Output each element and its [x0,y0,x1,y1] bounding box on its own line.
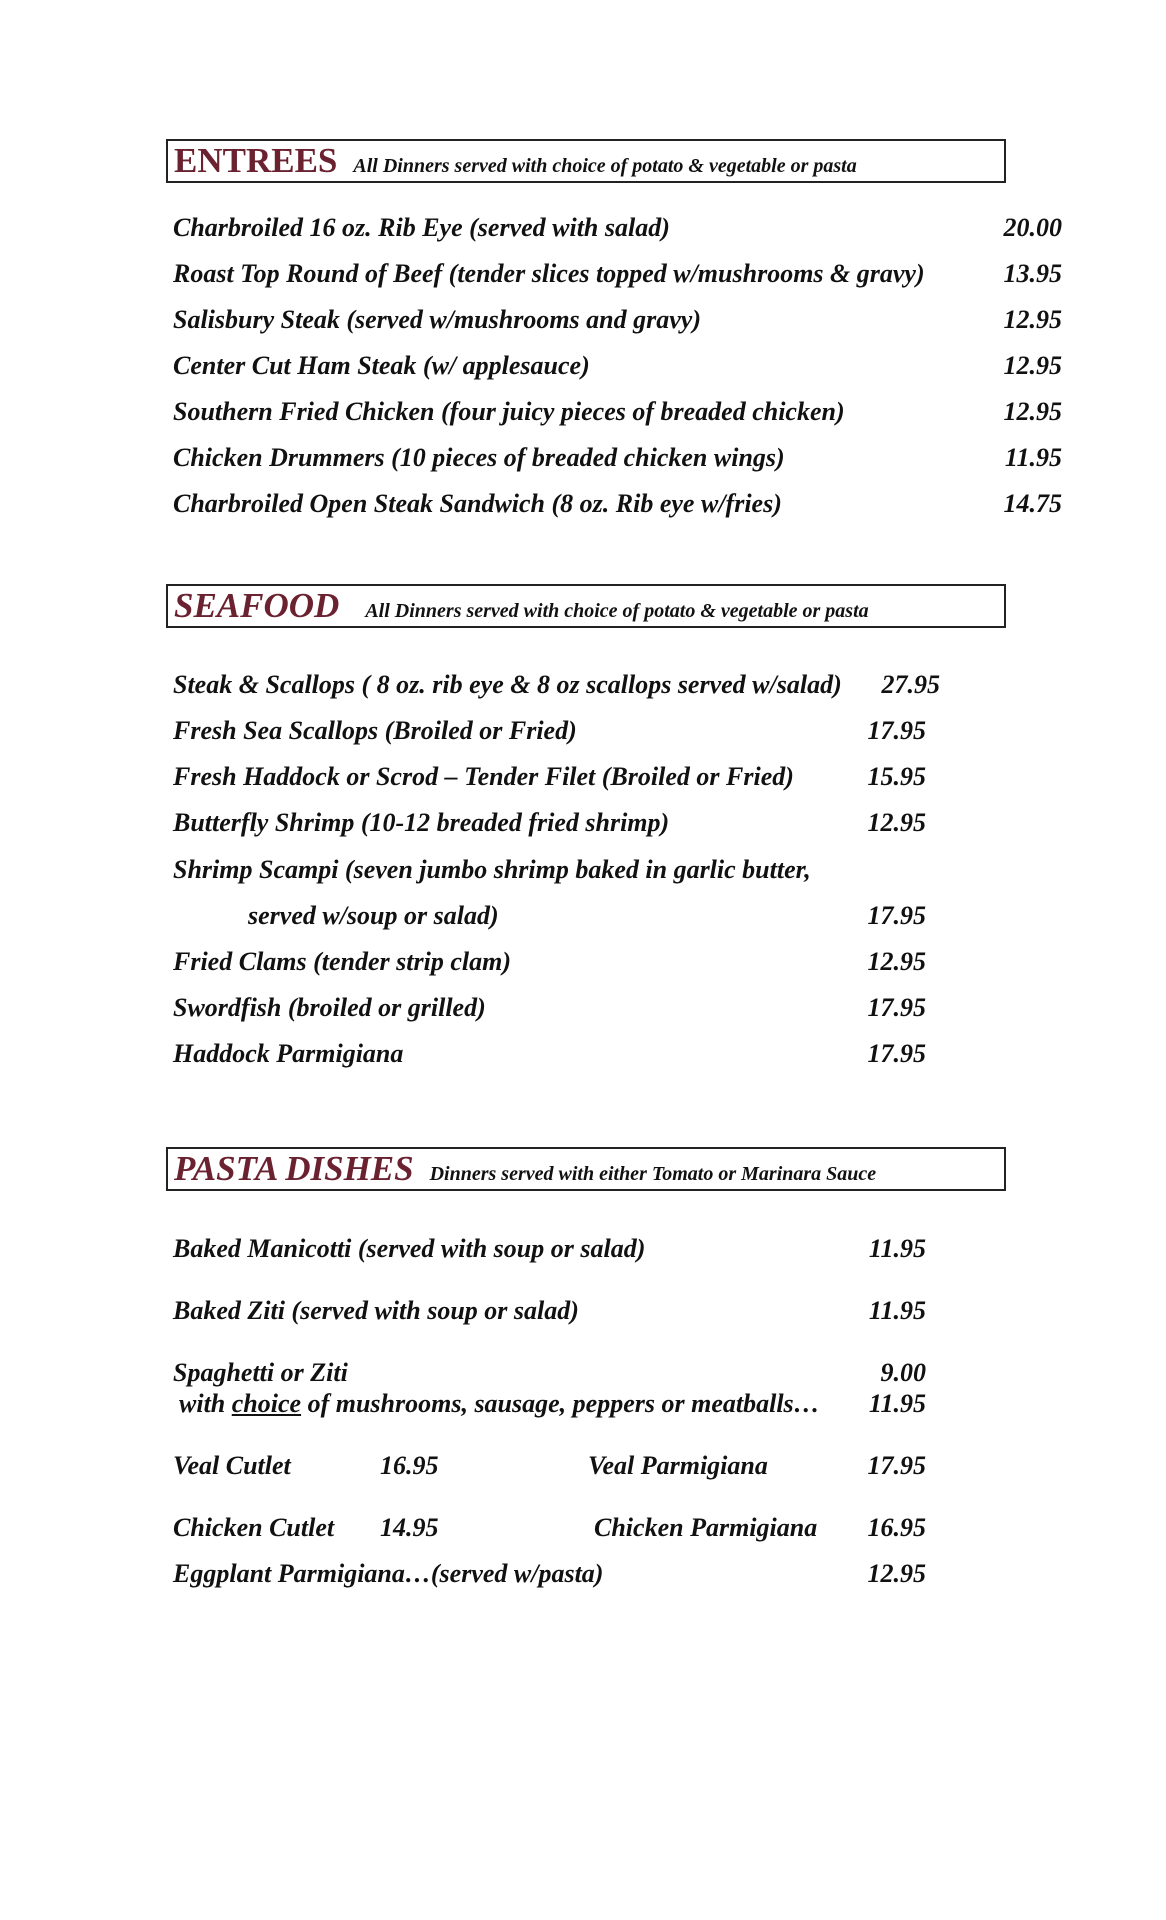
menu-item-price: 17.95 [867,716,926,745]
menu-item-name-continued: served w/soup or salad) [248,901,499,930]
menu-item-name: Eggplant Parmigiana…(served w/pasta) [173,1559,604,1588]
menu-item-price: 12.95 [867,1559,926,1588]
seafood-header [166,584,1006,628]
menu-item-price: 14.75 [1003,489,1062,518]
menu-item-price: 11.95 [868,1296,926,1325]
menu-item-name: Salisbury Steak (served w/mushrooms and gravy) [173,305,701,334]
menu-item-price: 27.95 [881,670,940,699]
menu-item-name: Baked Manicotti (served with soup or salad) [173,1234,646,1263]
menu-item-price: 11.95 [868,1389,926,1418]
menu-item-price: 17.95 [867,1451,926,1480]
menu-item-price: 11.95 [868,1234,926,1263]
menu-item-name: Chicken Parmigiana [594,1513,818,1542]
menu-item-name: Fresh Haddock or Scrod – Tender Filet (Broiled or Fried) [173,762,794,791]
menu-item-price: 11.95 [1004,443,1062,472]
entrees-subtitle: All Dinners served with choice of potato & vegetable or pasta [353,155,857,177]
menu-item-name: Shrimp Scampi (seven jumbo shrimp baked in garlic butter, [173,855,811,884]
menu-item-name: Haddock Parmigiana [173,1039,404,1068]
seafood-subtitle: All Dinners served with choice of potato & vegetable or pasta [365,600,869,622]
menu-item-name: Swordfish (broiled or grilled) [173,993,486,1022]
menu-item-price: 20.00 [1003,213,1062,242]
pasta-title: PASTA DISHES [174,1149,414,1188]
menu-item-options [179,1389,820,1419]
menu-item-name: Fresh Sea Scallops (Broiled or Fried) [173,716,577,745]
menu-item-price: 14.95 [380,1513,439,1542]
menu-item-name: Fried Clams (tender strip clam) [173,947,511,976]
menu-item-price: 13.95 [1003,259,1062,288]
menu-item-price: 12.95 [1003,397,1062,426]
options-choice-word: choice [231,1389,302,1418]
menu-item-price: 15.95 [867,762,926,791]
menu-item-name: Southern Fried Chicken (four juicy pieces of breaded chicken) [173,397,845,426]
menu-item-price: 16.95 [867,1513,926,1542]
seafood-title: SEAFOOD [174,586,340,625]
menu-item-name: Chicken Cutlet [173,1513,335,1542]
pasta-subtitle: Dinners served with either Tomato or Marinara Sauce [429,1163,877,1185]
menu-item-name: Charbroiled Open Steak Sandwich (8 oz. Rib eye w/fries) [173,489,782,518]
menu-item-name: Charbroiled 16 oz. Rib Eye (served with salad) [173,213,670,242]
menu-item-name: Butterfly Shrimp (10-12 breaded fried shrimp) [173,808,670,837]
options-prefix: with [179,1389,232,1418]
menu-item-price: 12.95 [1003,351,1062,380]
menu-item-price: 12.95 [1003,305,1062,334]
entrees-header [166,139,1006,183]
menu-item-price: 12.95 [867,947,926,976]
menu-item-price: 12.95 [867,808,926,837]
menu-item-price: 17.95 [867,901,926,930]
menu-item-name: Veal Parmigiana [588,1451,768,1480]
menu-item-name: Steak & Scallops ( 8 oz. rib eye & 8 oz scallops served w/salad) [173,670,842,699]
menu-item-price: 17.95 [867,1039,926,1068]
menu-item-name: Center Cut Ham Steak (w/ applesauce) [173,351,590,380]
menu-item-price: 16.95 [380,1451,439,1480]
entrees-title: ENTREES [174,141,338,180]
pasta-header [166,1147,1006,1191]
options-list: of mushrooms, sausage, peppers or meatballs… [301,1389,820,1418]
menu-item-name: Veal Cutlet [173,1451,291,1480]
menu-item-name: Baked Ziti (served with soup or salad) [173,1296,579,1325]
menu-item-name: Chicken Drummers (10 pieces of breaded chicken wings) [173,443,785,472]
menu-item-name: Spaghetti or Ziti [173,1358,348,1387]
menu-item-price: 17.95 [867,993,926,1022]
menu-item-price: 9.00 [880,1358,926,1387]
menu-item-name: Roast Top Round of Beef (tender slices topped w/mushrooms & gravy) [173,259,925,288]
